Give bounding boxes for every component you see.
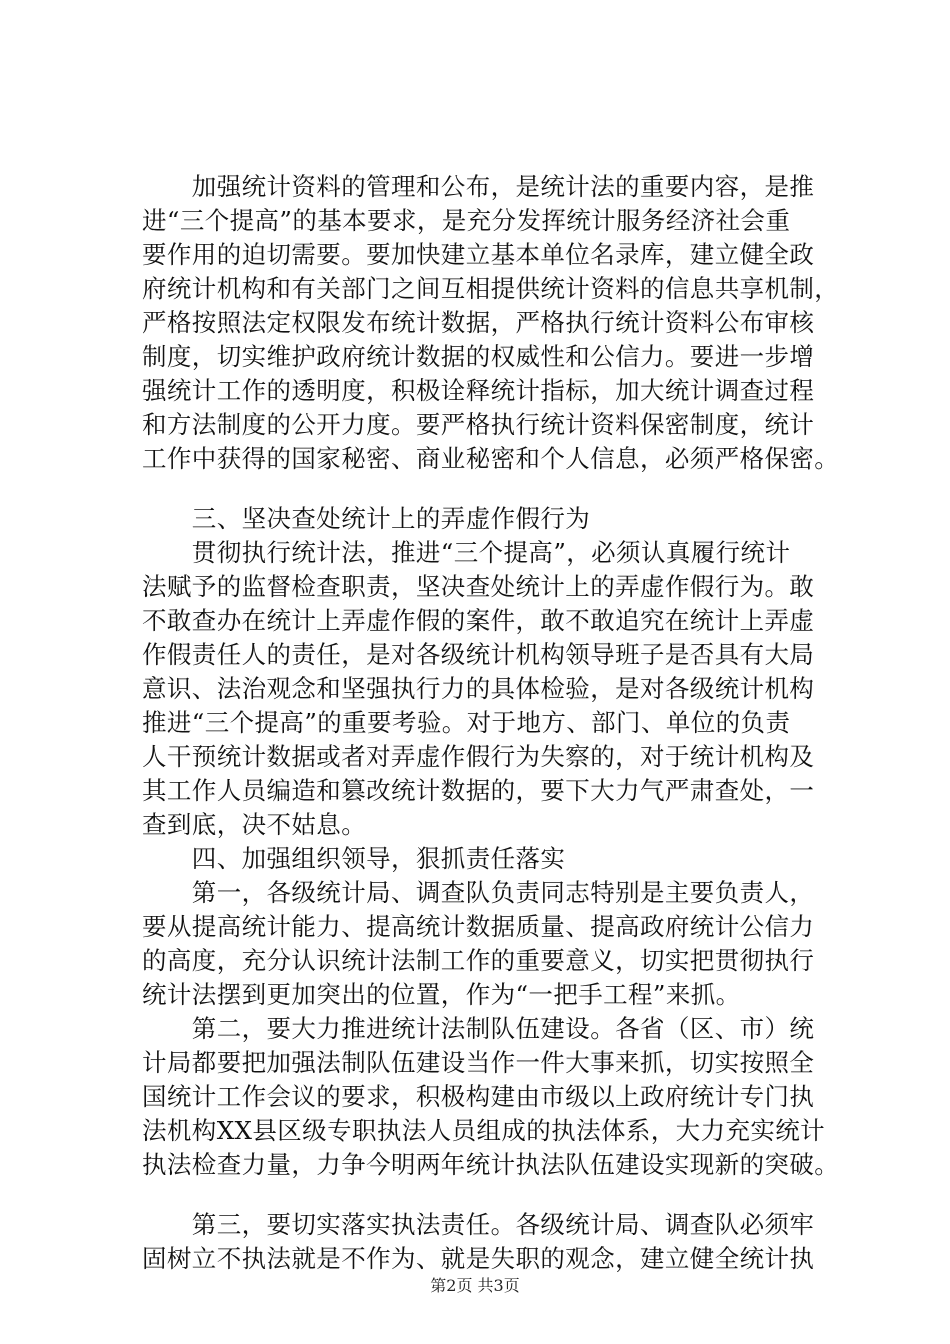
text-line: 第三，要切实落实执法责任。各级统计局、调查队必须牢 xyxy=(142,1210,815,1239)
text-line: 查到底，决不姑息。 xyxy=(142,810,367,839)
text-line: 贯彻执行统计法，推进“三个提高”，必须认真履行统计 xyxy=(142,538,791,567)
text-line: 制度，切实维护政府统计数据的权威性和公信力。要进一步增 xyxy=(142,342,815,371)
text-line: 严格按照法定权限发布统计数据，严格执行统计资料公布审核 xyxy=(142,308,815,337)
text-line: 要从提高统计能力、提高统计数据质量、提高政府统计公信力 xyxy=(142,912,815,941)
text-line: 的高度，充分认识统计法制工作的重要意义，切实把贯彻执行 xyxy=(142,946,815,975)
text-line: 第二，要大力推进统计法制队伍建设。各省（区、市）统 xyxy=(142,1014,815,1043)
text-line: 强统计工作的透明度，积极诠释统计指标，加大统计调查过程 xyxy=(142,376,815,405)
text-line: 工作中获得的国家秘密、商业秘密和个人信息，必须严格保密。 xyxy=(142,444,840,473)
text-line: 府统计机构和有关部门之间互相提供统计资料的信息共享机制， xyxy=(142,274,840,303)
section-heading-4: 四、加强组织领导，狠抓责任落实 xyxy=(142,844,566,873)
text-line: 法赋予的监督检查职责，坚决查处统计上的弄虚作假行为。敢 xyxy=(142,572,815,601)
text-line: 加强统计资料的管理和公布，是统计法的重要内容，是推 xyxy=(142,172,815,201)
text-line: 人干预统计数据或者对弄虚作假行为失察的，对于统计机构及 xyxy=(142,742,815,771)
text-line: 执法检查力量，力争今明两年统计执法队伍建设实现新的突破。 xyxy=(142,1150,840,1179)
text-line: 要作用的迫切需要。要加快建立基本单位名录库，建立健全政 xyxy=(142,240,815,269)
text-line: 和方法制度的公开力度。要严格执行统计资料保密制度，统计 xyxy=(142,410,815,439)
text-line: 作假责任人的责任，是对各级统计机构领导班子是否具有大局 xyxy=(142,640,815,669)
text-line: 进“三个提高”的基本要求，是充分发挥统计服务经济社会重 xyxy=(142,206,791,235)
text-line: 法机构XX县区级专职执法人员组成的执法体系，大力充实统计 xyxy=(142,1116,826,1145)
text-line: 意识、法治观念和坚强执行力的具体检验，是对各级统计机构 xyxy=(142,674,815,703)
section-heading-3: 三、坚决查处统计上的弄虚作假行为 xyxy=(142,504,591,533)
text-line: 推进“三个提高”的重要考验。对于地方、部门、单位的负责 xyxy=(142,708,791,737)
text-line: 国统计工作会议的要求，积极构建由市级以上政府统计专门执 xyxy=(142,1082,815,1111)
text-line: 不敢查办在统计上弄虚作假的案件，敢不敢追究在统计上弄虚 xyxy=(142,606,815,635)
text-line: 统计法摆到更加突出的位置，作为“一把手工程”来抓。 xyxy=(142,980,741,1009)
text-line: 固树立不执法就是不作为、就是失职的观念，建立健全统计执 xyxy=(142,1244,815,1273)
text-line: 其工作人员编造和篡改统计数据的，要下大力气严肃查处，一 xyxy=(142,776,815,805)
page-number-footer: 第2页 共3页 xyxy=(430,1276,520,1295)
text-line: 第一，各级统计局、调查队负责同志特别是主要负责人， xyxy=(142,878,815,907)
text-line: 计局都要把加强法制队伍建设当作一件大事来抓，切实按照全 xyxy=(142,1048,815,1077)
